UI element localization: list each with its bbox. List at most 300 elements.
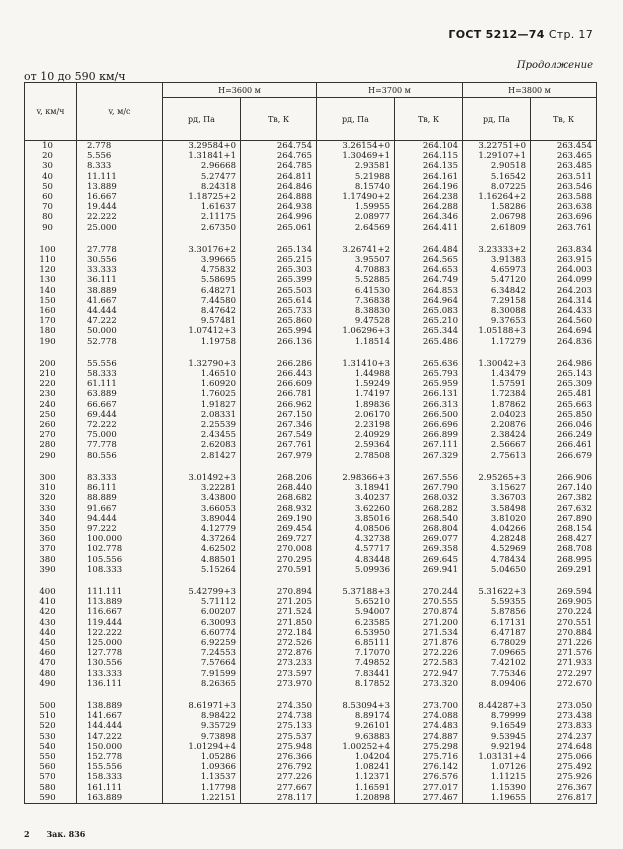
table-cell: 5.59355: [463, 597, 531, 607]
table-cell: 136.111: [77, 679, 163, 689]
table-cell: 113.889: [77, 597, 163, 607]
table-row: [25, 701, 597, 711]
table-cell: 271.876: [395, 638, 463, 648]
table-cell: 1.30469+1: [317, 151, 395, 161]
table-cell: 277.226: [241, 772, 317, 782]
table-cell: 1.19758: [163, 337, 241, 347]
table-row: [25, 161, 597, 171]
table-cell: 264.196: [395, 182, 463, 192]
table-cell: 5.52885: [317, 275, 395, 285]
table-cell: 266.899: [395, 430, 463, 440]
table-row: [25, 451, 597, 461]
table-cell: 8.24318: [163, 182, 241, 192]
table-cell: 278.117: [241, 793, 317, 804]
table-cell: 264.811: [241, 172, 317, 182]
table-cell: 266.286: [241, 359, 317, 369]
table-cell: 265.793: [395, 369, 463, 379]
footer-order: Зак. 836: [46, 829, 86, 839]
table-cell: 6.00207: [163, 607, 241, 617]
table-cell: 264.853: [395, 286, 463, 296]
table-cell: 83.333: [77, 473, 163, 483]
table-cell: 25.000: [77, 223, 163, 233]
table-cell: 7.09665: [463, 648, 531, 658]
table-cell: 5.27477: [163, 172, 241, 182]
spacer-cell: [531, 233, 597, 245]
table-cell: 2.96668: [163, 161, 241, 171]
table-cell: 265.850: [531, 410, 597, 420]
table-cell: 264.135: [395, 161, 463, 171]
table-row: [25, 534, 597, 544]
table-cell: 58.333: [77, 369, 163, 379]
table-cell: 264.765: [241, 151, 317, 161]
table-cell: 7.44580: [163, 296, 241, 306]
table-cell: 263.485: [531, 161, 597, 171]
table-cell: 280: [25, 440, 77, 450]
table-cell: 6.78029: [463, 638, 531, 648]
table-cell: 9.73898: [163, 732, 241, 742]
block-spacer: [25, 689, 597, 701]
table-cell: 5.71112: [163, 597, 241, 607]
table-cell: 274.237: [531, 732, 597, 742]
table-cell: 3.26154+0: [317, 141, 395, 152]
table-row: [25, 752, 597, 762]
table-cell: 266.679: [531, 451, 597, 461]
table-cell: 268.282: [395, 504, 463, 514]
table-cell: 3.26741+2: [317, 245, 395, 255]
table-cell: 1.07126: [463, 762, 531, 772]
table-cell: 9.57481: [163, 316, 241, 326]
table-cell: 1.61637: [163, 202, 241, 212]
table-cell: 276.817: [531, 793, 597, 804]
table-row: [25, 369, 597, 379]
spacer-cell: [241, 461, 317, 473]
table-cell: 1.17798: [163, 783, 241, 793]
table-cell: 290: [25, 451, 77, 461]
table-cell: 8.44287+3: [463, 701, 531, 711]
table-cell: 230: [25, 389, 77, 399]
table-cell: 267.150: [241, 410, 317, 420]
table-row: [25, 359, 597, 369]
table-cell: 50: [25, 182, 77, 192]
table-cell: 330: [25, 504, 77, 514]
table-cell: 271.524: [241, 607, 317, 617]
table-cell: 271.226: [531, 638, 597, 648]
table-cell: 540: [25, 742, 77, 752]
table-cell: 550: [25, 752, 77, 762]
table-cell: 4.37264: [163, 534, 241, 544]
table-cell: 400: [25, 587, 77, 597]
table-cell: 273.970: [241, 679, 317, 689]
table-cell: 267.556: [395, 473, 463, 483]
table-cell: 265.309: [531, 379, 597, 389]
table-cell: 47.222: [77, 316, 163, 326]
table-cell: 265.486: [395, 337, 463, 347]
table-cell: 480: [25, 669, 77, 679]
table-row: [25, 732, 597, 742]
table-cell: 273.050: [531, 701, 597, 711]
table-cell: 6.92259: [163, 638, 241, 648]
table-cell: 5.87856: [463, 607, 531, 617]
table-row: [25, 202, 597, 212]
table-cell: 240: [25, 400, 77, 410]
table-row: [25, 762, 597, 772]
table-cell: 5.47120: [463, 275, 531, 285]
table-cell: 265.614: [241, 296, 317, 306]
table-cell: 1.20898: [317, 793, 395, 804]
table-cell: 360: [25, 534, 77, 544]
table-cell: 1.19655: [463, 793, 531, 804]
table-cell: 22.222: [77, 212, 163, 222]
table-cell: 69.444: [77, 410, 163, 420]
table-row: [25, 587, 597, 597]
table-cell: 265.663: [531, 400, 597, 410]
spacer-cell: [317, 461, 395, 473]
table-cell: 44.444: [77, 306, 163, 316]
table-cell: 9.37653: [463, 316, 531, 326]
spacer-cell: [463, 689, 531, 701]
table-cell: 7.24553: [163, 648, 241, 658]
table-cell: 1.16591: [317, 783, 395, 793]
table-cell: 61.111: [77, 379, 163, 389]
table-cell: 275.492: [531, 762, 597, 772]
table-cell: 2.61809: [463, 223, 531, 233]
table-cell: 270.591: [241, 565, 317, 575]
spacer-cell: [463, 347, 531, 359]
table-cell: 80.556: [77, 451, 163, 461]
table-cell: 30: [25, 161, 77, 171]
table-cell: 163.889: [77, 793, 163, 804]
table-cell: 8.38830: [317, 306, 395, 316]
page-footer: [24, 829, 99, 839]
table-cell: 264.346: [395, 212, 463, 222]
table-cell: 380: [25, 555, 77, 565]
table-cell: 19.444: [77, 202, 163, 212]
table-cell: 390: [25, 565, 77, 575]
spacer-cell: [241, 233, 317, 245]
table-cell: 270.224: [531, 607, 597, 617]
table-cell: 100.000: [77, 534, 163, 544]
table-cell: 3.30176+2: [163, 245, 241, 255]
table-cell: 270.555: [395, 597, 463, 607]
table-row: [25, 544, 597, 554]
table-cell: 88.889: [77, 493, 163, 503]
spacer-cell: [163, 575, 241, 587]
table-cell: 276.367: [531, 783, 597, 793]
spacer-cell: [317, 689, 395, 701]
table-cell: 150.000: [77, 742, 163, 752]
table-cell: 263.638: [531, 202, 597, 212]
table-cell: 265.143: [531, 369, 597, 379]
table-cell: 7.57664: [163, 658, 241, 668]
col-header-v-ms: v, м/с: [77, 83, 163, 141]
table-cell: 158.333: [77, 772, 163, 782]
table-cell: 410: [25, 597, 77, 607]
table-cell: 265.959: [395, 379, 463, 389]
table-cell: 274.648: [531, 742, 597, 752]
table-cell: 1.17490+2: [317, 192, 395, 202]
table-cell: 267.890: [531, 514, 597, 524]
table-cell: 263.465: [531, 151, 597, 161]
table-cell: 264.754: [241, 141, 317, 152]
doc-number: ГОСТ 5212—74: [448, 28, 545, 41]
table-cell: 2.81427: [163, 451, 241, 461]
table-row: [25, 648, 597, 658]
spacer-cell: [531, 575, 597, 587]
table-cell: 8.15740: [317, 182, 395, 192]
table-cell: 1.07412+3: [163, 326, 241, 336]
table-cell: 4.12779: [163, 524, 241, 534]
table-cell: 265.061: [241, 223, 317, 233]
table-cell: 3.66053: [163, 504, 241, 514]
table-cell: 264.433: [531, 306, 597, 316]
table-cell: 144.444: [77, 721, 163, 731]
table-cell: 5.58695: [163, 275, 241, 285]
table-cell: 275.926: [531, 772, 597, 782]
table-cell: 265.733: [241, 306, 317, 316]
spacer-cell: [317, 575, 395, 587]
col-header-p1: pд, Па: [163, 98, 241, 141]
table-cell: 130.556: [77, 658, 163, 668]
table-cell: 266.131: [395, 389, 463, 399]
table-cell: 270.295: [241, 555, 317, 565]
table-cell: 3.29584+0: [163, 141, 241, 152]
table-cell: 100: [25, 245, 77, 255]
table-cell: 470: [25, 658, 77, 668]
table-cell: 4.75832: [163, 265, 241, 275]
table-cell: 264.785: [241, 161, 317, 171]
table-row: [25, 223, 597, 233]
table-cell: 7.42102: [463, 658, 531, 668]
col-header-p3: pд, Па: [463, 98, 531, 141]
table-cell: 265.399: [241, 275, 317, 285]
table-cell: 580: [25, 783, 77, 793]
table-row: [25, 337, 597, 347]
table-cell: 320: [25, 493, 77, 503]
table-cell: 264.115: [395, 151, 463, 161]
table-cell: 3.91383: [463, 255, 531, 265]
table-cell: 460: [25, 648, 77, 658]
spacer-cell: [395, 233, 463, 245]
table-cell: 8.61971+3: [163, 701, 241, 711]
table-cell: 490: [25, 679, 77, 689]
table-cell: 1.59955: [317, 202, 395, 212]
table-cell: 2.95265+3: [463, 473, 531, 483]
table-cell: 264.565: [395, 255, 463, 265]
table-row: [25, 151, 597, 161]
table-cell: 420: [25, 607, 77, 617]
table-cell: 263.696: [531, 212, 597, 222]
table-cell: 3.36703: [463, 493, 531, 503]
table-cell: 277.667: [241, 783, 317, 793]
table-cell: 264.986: [531, 359, 597, 369]
table-cell: 264.238: [395, 192, 463, 202]
table-row: [25, 565, 597, 575]
table-cell: 9.53945: [463, 732, 531, 742]
table-cell: 2.98366+3: [317, 473, 395, 483]
table-cell: 86.111: [77, 483, 163, 493]
table-cell: 275.537: [241, 732, 317, 742]
spacer-cell: [395, 347, 463, 359]
table-cell: 9.47528: [317, 316, 395, 326]
table-cell: 268.440: [241, 483, 317, 493]
table-cell: 268.032: [395, 493, 463, 503]
table-cell: 2.64569: [317, 223, 395, 233]
table-cell: 1.15390: [463, 783, 531, 793]
table-cell: 1.46510: [163, 369, 241, 379]
table-cell: 2.43455: [163, 430, 241, 440]
table-row: [25, 679, 597, 689]
table-cell: 264.560: [531, 316, 597, 326]
table-cell: 266.781: [241, 389, 317, 399]
table-cell: 9.16549: [463, 721, 531, 731]
table-cell: 520: [25, 721, 77, 731]
table-cell: 3.01492+3: [163, 473, 241, 483]
table-cell: 3.81020: [463, 514, 531, 524]
table-row: [25, 172, 597, 182]
table-row: [25, 711, 597, 721]
table-cell: 264.964: [395, 296, 463, 306]
table-cell: 269.358: [395, 544, 463, 554]
table-cell: 264.836: [531, 337, 597, 347]
table-cell: 120: [25, 265, 77, 275]
table-cell: 271.850: [241, 618, 317, 628]
table-cell: 1.18725+2: [163, 192, 241, 202]
table-cell: 77.778: [77, 440, 163, 450]
table-cell: 267.382: [531, 493, 597, 503]
table-cell: 276.366: [241, 752, 317, 762]
table-cell: 138.889: [77, 701, 163, 711]
table-cell: 8.07225: [463, 182, 531, 192]
table-cell: 190: [25, 337, 77, 347]
table-row: [25, 473, 597, 483]
table-row: [25, 597, 597, 607]
table-cell: 265.134: [241, 245, 317, 255]
table-cell: 267.329: [395, 451, 463, 461]
table-cell: 264.099: [531, 275, 597, 285]
table-cell: 264.161: [395, 172, 463, 182]
table-cell: 264.653: [395, 265, 463, 275]
spacer-cell: [163, 461, 241, 473]
table-row: [25, 618, 597, 628]
table-row: [25, 783, 597, 793]
table-cell: 7.17070: [317, 648, 395, 658]
table-cell: 263.588: [531, 192, 597, 202]
table-cell: 7.91599: [163, 669, 241, 679]
speed-range-label: от 10 до 590 км/ч: [24, 70, 126, 83]
table-cell: 2.78508: [317, 451, 395, 461]
table-cell: 20: [25, 151, 77, 161]
table-cell: 33.333: [77, 265, 163, 275]
table-cell: 4.88501: [163, 555, 241, 565]
table-cell: 265.344: [395, 326, 463, 336]
table-cell: 8.333: [77, 161, 163, 171]
table-cell: 269.941: [395, 565, 463, 575]
table-cell: 267.761: [241, 440, 317, 450]
table-cell: 270.551: [531, 618, 597, 628]
table-cell: 265.860: [241, 316, 317, 326]
table-cell: 268.427: [531, 534, 597, 544]
table-cell: 264.411: [395, 223, 463, 233]
table-cell: 2.38424: [463, 430, 531, 440]
table-cell: 268.932: [241, 504, 317, 514]
spacer-cell: [463, 233, 531, 245]
table-cell: 1.09366: [163, 762, 241, 772]
table-cell: 274.350: [241, 701, 317, 711]
table-cell: 265.503: [241, 286, 317, 296]
table-cell: 560: [25, 762, 77, 772]
table-cell: 1.91827: [163, 400, 241, 410]
table-cell: 264.749: [395, 275, 463, 285]
table-cell: 450: [25, 638, 77, 648]
table-cell: 271.933: [531, 658, 597, 668]
table-row: [25, 286, 597, 296]
table-cell: 1.08241: [317, 762, 395, 772]
table-cell: 3.85016: [317, 514, 395, 524]
table-cell: 3.58498: [463, 504, 531, 514]
block-spacer: [25, 461, 597, 473]
table-cell: 160: [25, 306, 77, 316]
spacer-cell: [77, 689, 163, 701]
table-row: [25, 638, 597, 648]
table-row: [25, 430, 597, 440]
table-cell: 264.888: [241, 192, 317, 202]
spacer-cell: [395, 689, 463, 701]
table-cell: 1.18514: [317, 337, 395, 347]
table-cell: 4.28248: [463, 534, 531, 544]
table-cell: 268.995: [531, 555, 597, 565]
table-cell: 269.077: [395, 534, 463, 544]
table-cell: 2.67350: [163, 223, 241, 233]
table-cell: 270.894: [241, 587, 317, 597]
spacer-cell: [241, 347, 317, 359]
table-cell: 147.222: [77, 732, 163, 742]
table-cell: 267.346: [241, 420, 317, 430]
table-cell: 264.203: [531, 286, 597, 296]
spacer-cell: [25, 575, 77, 587]
table-cell: 1.43479: [463, 369, 531, 379]
table-cell: 2.778: [77, 141, 163, 152]
table-cell: 274.887: [395, 732, 463, 742]
block-spacer: [25, 233, 597, 245]
table-row: [25, 793, 597, 804]
table-cell: 266.461: [531, 440, 597, 450]
table-cell: 272.876: [241, 648, 317, 658]
table-row: [25, 400, 597, 410]
table-cell: 102.778: [77, 544, 163, 554]
table-cell: 266.906: [531, 473, 597, 483]
table-cell: 1.16264+2: [463, 192, 531, 202]
table-cell: 7.75346: [463, 669, 531, 679]
table-cell: 269.291: [531, 565, 597, 575]
table-cell: 274.483: [395, 721, 463, 731]
table-cell: 6.30093: [163, 618, 241, 628]
table-cell: 271.205: [241, 597, 317, 607]
table-cell: 2.25539: [163, 420, 241, 430]
table-cell: 273.438: [531, 711, 597, 721]
table-cell: 275.948: [241, 742, 317, 752]
table-cell: 9.26101: [317, 721, 395, 731]
table-cell: 263.511: [531, 172, 597, 182]
table-cell: 150: [25, 296, 77, 306]
table-cell: 265.215: [241, 255, 317, 265]
table-cell: 268.804: [395, 524, 463, 534]
col-header-h1: H=3600 м: [163, 83, 317, 98]
table-row: [25, 721, 597, 731]
table-cell: 40: [25, 172, 77, 182]
table-cell: 2.59364: [317, 440, 395, 450]
table-row: [25, 493, 597, 503]
table-cell: 500: [25, 701, 77, 711]
